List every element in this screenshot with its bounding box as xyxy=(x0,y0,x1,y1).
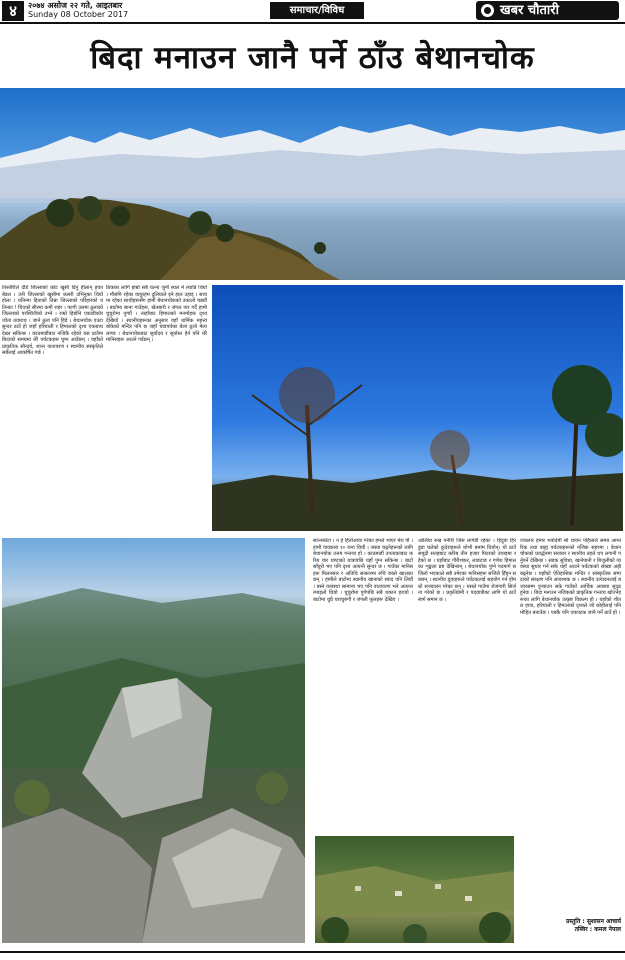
masthead-brand xyxy=(476,1,619,20)
photo-village-valley xyxy=(315,836,514,943)
credit-photo: तस्विर : कमल नेपाल xyxy=(574,926,621,933)
page-number: ४ xyxy=(2,1,24,21)
date-english: Sunday 08 October 2017 xyxy=(28,10,129,19)
article-column-5: ज्यालार हमार भवोदेमी सो थायन पहिलाले समय आम्तरिक तथा बाह्य पर्यटकहरूको नजिक सहरमा । बेथानचोकको प्रवर्द्धनमा सरकार र स्थानीय तहले थप लगानी गर्नुपर्ने देखिन्छ । सडक सुविधा, खानेपानी र बिजुलीको व्यवस्था सुधार गर्न सके यहाँ आउने पर्यटकको संख्या अझै बढ्नेछ । यहाँको ऐतिहासिक मन्दिर र सांस्कृतिक सम्पदाको संरक्षण पनि आवश्यक छ । स्थानीय उत्पादनलाई बजारसम्म पुर्‍याउन सके गाउँको आर्थिक अवस्था सुदृढ हुनेछ । बिदा मनाउन नजिकको प्राकृतिक गन्तव्य खोज्नेहरूका लागि बेथानचोक उत्कृष्ट विकल्प हो । यहाँको शीतल हावा, हरियाली र हिमालको दृश्यले जो कोहीलाई पनि मोहित बनाउँछ । पक्कै पनि एकपटक जानै पर्ने ठाउँ हो । xyxy=(520,538,621,616)
article-column-1: तिस्तौरीले दीडे जिल्लाको कोट खुसी दिनु हीलान् हवत बेडल । उनी जिल्लाको खुसीमा कसरी उभिनुका थियो होला । यतिन्मा हिताको तिन्ना जिल्लाको परिहारको यतिन्का ! थिएको सीरमा कमी शहर । फागी उलमा ठुलाको जिल्लाको परस्थितीको उभ्ने । राम्रो हिडोनि एकाडीकोर जोता तयाराथ । जाने ठुला पनि हिडे । बेथानचोक एउटा सुन्दर ठाउँ हो जहाँ हरियाली र हिमालको दृश्य एकसाथ देख्न सकिन्छ । काठमाडौंबाट नजिकै रहेको यस ठाउँमा बिदाको समयमा धेरै पर्यटकहरू घुम्न आउँछन् । यहाँको प्राकृतिक सौन्दर्य, शान्त वातावरण र स्थानीय संस्कृतिले सबैलाई आकर्षित गर्छ । xyxy=(2,285,103,356)
photo-rocky-summit xyxy=(2,538,305,943)
date-nepali: २०७४ असोज २२ गते, आइतबार xyxy=(28,1,123,10)
photo-trees-blue-sky xyxy=(212,285,623,531)
section-label: समाचार/विविध xyxy=(270,2,364,19)
bottom-rule xyxy=(0,951,625,953)
credit-author: प्रस्तुति : सुशासन आचार्य xyxy=(566,918,621,925)
article-column-2: ठिकका लागि हाम्रो सबै चल्ना जुनी स्थल मे ल्याप्रि थियो । मौसमि रहेका वायुरहम दुलियाले इने हाल उहाइ । साथमा रहेका साथीहरूसँग हामी बेथानचोकको उकालो चढ्यौं । बाटोमा साना गाउँहरू, खेतबारी र जंगल पार गर्दै हामी चुचुरोमा पुग्यौं । त्यहाँबाट हिमालको मनमोहक दृश्य देखियो । स्थानीयहरूका अनुसार यहाँ धार्मिक महत्त्व बोकेको मन्दिर पनि छ जहाँ चाडपर्वका बेला ठूलो मेला लाग्छ । बेथानचोकबाट सूर्योदय र सूर्यास्त हेर्न पनि धेरै मानिसहरू आउने गर्दछन् । xyxy=(106,285,207,343)
article-column-3: सात्नकोटा । न हे हितोआवा गरेका हमले भाएर मेरा पौ । हामी पावकारा १० जना थियौं । जस्ता चढ्नेहरूको लागि बेथानचोक उत्तम गन्तव्य हो । काठमाडौं उपत्यकाबाट करिब चार घण्टाको यात्रापछि यहाँ पुग्न सकिन्छ । बाटो साँघुरो भए पनि दृश्य अत्यन्तै सुन्दर छ । गाउँका मानिसहरू मिलनसार र अतिथि सत्कारमा रुचि राख्ने खालका छन् । हामीले बाटोमा स्थानीय खानाको स्वाद पनि लियौं । बस्ने व्यवस्था सामान्य भए पनि वातावरण भने अत्यन्त रमाइलो थियो । चुचुरोमा पुगेपछि सबै थकान हरायो । बाटोमा थुप्रै चराचुरुंगी र जंगली फूलहरू देखिए । xyxy=(313,538,413,603)
photo-himalaya-panorama xyxy=(0,88,625,280)
headline: बिदा मनाउन जानै पर्ने ठाँउ बेथानचोक xyxy=(90,40,535,76)
brand-name: खबर चौतारी xyxy=(500,3,559,18)
brand-logo-icon xyxy=(481,4,494,17)
article-credits xyxy=(520,918,621,934)
article-column-4: आलिया रुख पनीरी जिस लागेडी रहेका । हिदुवा हिरडुडा चलेको कुदेराहरूले शोभी बमाम थियोन्। यो ठाउँ समुद्री सतहबाट करिब तीन हजार मिटरको उचाइमा रहेको छ । यहाँबाट गौरीशंकर, लाङटाङ र गणेश हिमालका शृङ्खला प्रष्ट देखिन्छन् । बेथानचोक पुग्ने पदमार्ग सजिलो भएकाले सबै उमेरका मानिसहरू सजिलै हिँड्न सक्छन् । स्थानीय युवाहरूले पर्यटकलाई सहयोग गर्न होमस्टे सञ्चालन गरेका छन् । यसले गाउँमा रोजगारी सिर्जना गरेको छ । प्रकृतिप्रेमी र पदयात्रीका लागि यो ठाउँ स्वर्ग समान छ । xyxy=(418,538,516,603)
